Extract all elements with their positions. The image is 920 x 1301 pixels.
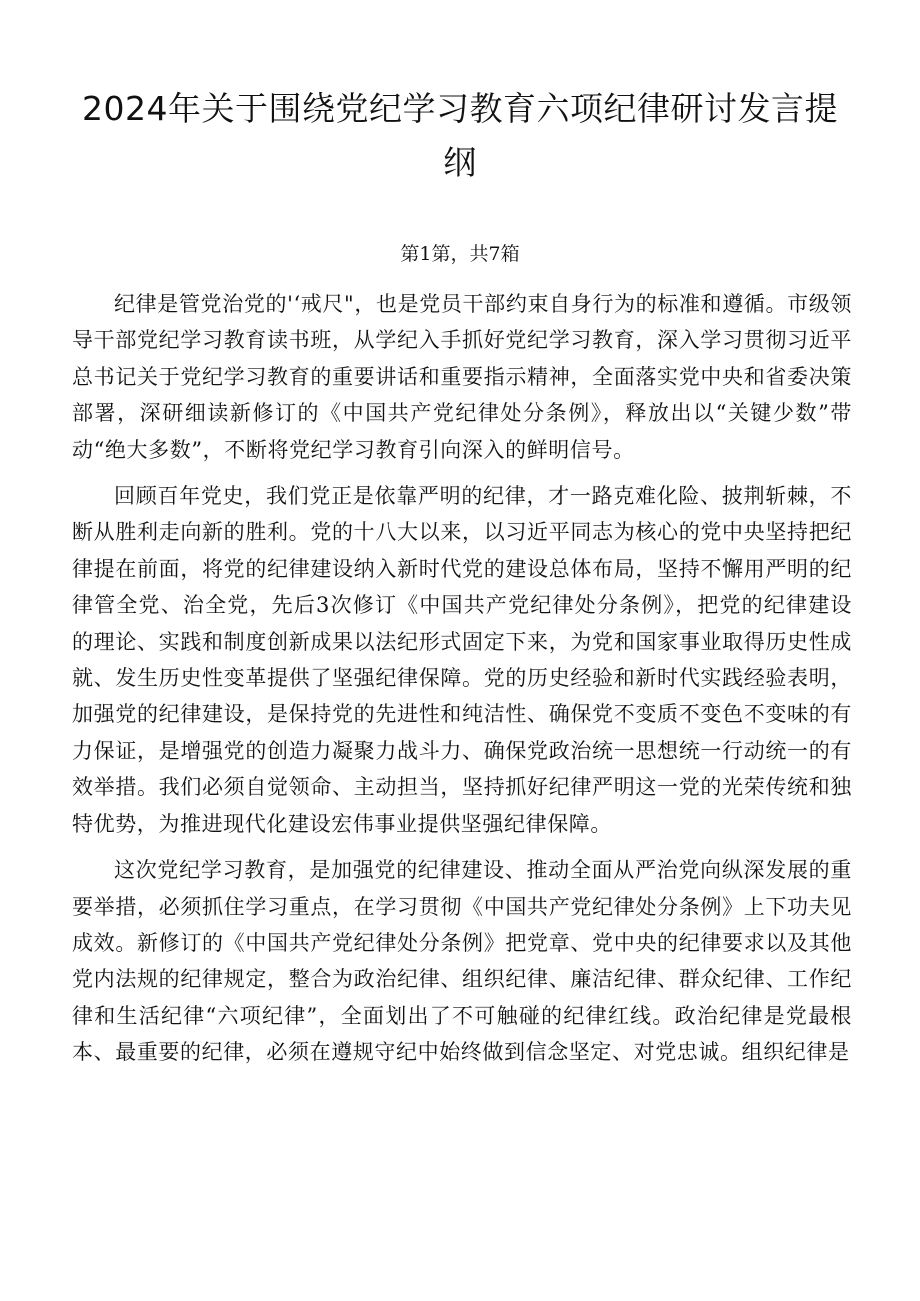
body-paragraph-3: 这次党纪学习教育，是加强党的纪律建设、推动全面从严治党向纵深发展的重要举措，必须抓住学习重点，在学习贯彻《中国共产党纪律处分条例》上下功夫见成效。新修订的《中国共产党纪律处分条例》把党章、党中央的纪律要求以及其他党内法规的纪律规定，整合为政治纪律、组织纪律、廉洁纪律、群众纪律、工作纪律和生活纪律“六项纪律”，全面划出了不可触碰的纪律红线。政治纪律是党最根本、最重要的纪律，必须在遵规守纪中始终做到信念坚定、对党忠诚。组织纪律是	[72, 858, 852, 1065]
document-title: 2024年关于围绕党纪学习教育六项纪律研讨发言提纲	[82, 89, 838, 182]
body-paragraph-1: 纪律是管党治党的'‘戒尺"，也是党员干部约束自身行为的标准和遵循。市级领导干部党纪学习教育读书班，从学纪入手抓好党纪学习教育，深入学习贯彻习近平总书记关于党纪学习教育的重要讲话和重要指示精神，全面落实党中央和省委决策部署，深研细读新修订的《中国共产党纪律处分条例》，释放出以“关键少数”带动“绝大多数”，不断将党纪学习教育引向深入的鲜明信号。	[72, 292, 852, 462]
document-subtitle: 第1第，共7箱	[400, 243, 520, 265]
document-body	[72, 286, 852, 1081]
body-paragraph-2: 回顾百年党史，我们党正是依靠严明的纪律，才一路克难化险、披荆斩棘，不断从胜利走向新的胜利。党的十八大以来，以习近平同志为核心的党中央坚持把纪律提在前面，将党的纪律建设纳入新时代党的建设总体布局，坚持不懈用严明的纪律管全党、治全党，先后3次修订《中国共产党纪律处分条例》，把党的纪律建设的理论、实践和制度创新成果以法纪形式固定下来，为党和国家事业取得历史性成就、发生历史性变革提供了坚强纪律保障。党的历史经验和新时代实践经验表明，加强党的纪律建设，是保持党的先进性和纯洁性、确保党不变质不变色不变味的有力保证，是增强党的创造力凝聚力战斗力、确保党政治统一思想统一行动统一的有效举措。我们必须自觉领命、主动担当，坚持抓好纪律严明这一党的光荣传统和独特优势，为推进现代化建设宏伟事业提供坚强纪律保障。	[72, 484, 852, 836]
